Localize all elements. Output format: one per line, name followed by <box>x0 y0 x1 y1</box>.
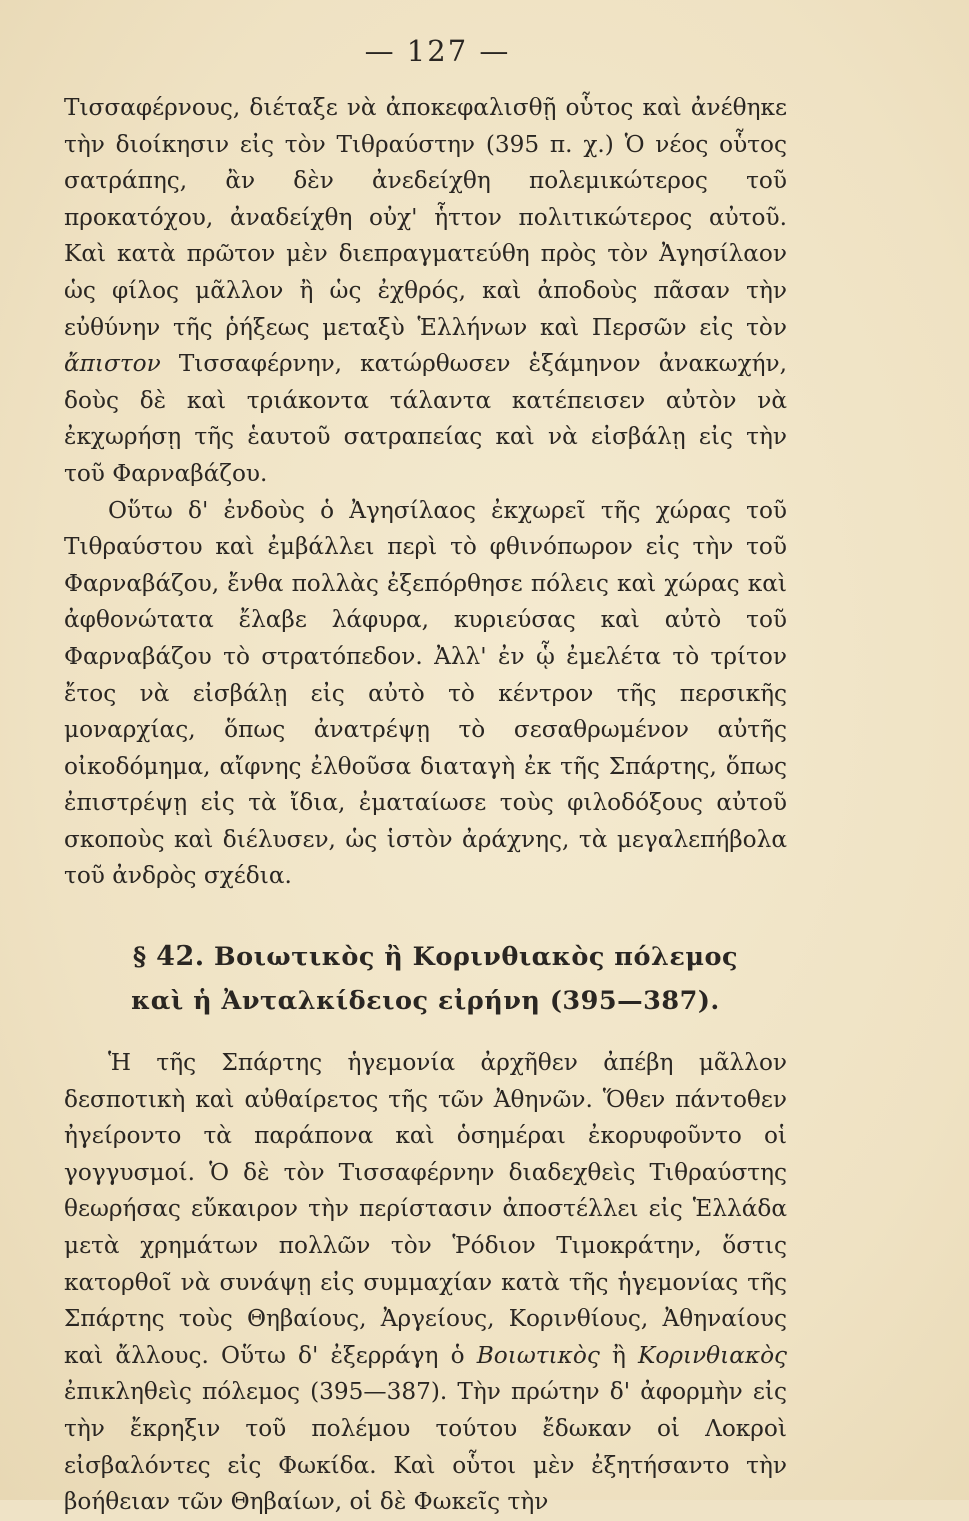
paragraph-3 <box>64 1045 787 1521</box>
paragraph-2-part-1: Οὕτω δ' ἐνδοὺς ὁ Ἀγησίλαος ἐκχωρεῖ τῆς χώρας τοῦ Τιθραύστου καὶ ἐμβάλλει περὶ τὸ φθινόπωρον εἰς τὴν τοῦ Φαρναβάζου, ἔνθα πολλὰς ἐξεπόρθησε πόλεις καὶ χώρας καὶ ἀφθονώτατα ἔλαβε λάφυρα, κυριεύσας καὶ αὐτὸ τοῦ Φαρναβάζου τὸ στρατόπεδον. Ἀλλ' ἐν ᾧ ἐμελέτα τὸ τρίτον ἔτος νὰ εἰσβάλῃ εἰς αὐτὸ τὸ κέντρον τῆς περσικῆς μοναρχίας, ὅπως ἀνατρέψῃ τὸ σεσαθρωμένον αὐτῆς οἰκοδόμημα, αἴφνης ἐλθοῦσα διαταγὴ ἐκ τῆς Σπάρτης, ὅπως ἐπιστρέψῃ εἰς τὰ ἴδια, ἐματαίωσε τοὺς φιλοδόξους αὐτοῦ σκοποὺς καὶ διέλυσεν, ὡς ἱστὸν ἀράχνης, τὰ μεγαλεπήβολα τοῦ ἀνδρὸς σχέδια. <box>64 496 787 890</box>
section-title-line-2: καὶ ἡ Ἀνταλκίδειος εἰρήνη (395—387). <box>131 986 720 1017</box>
top-text-block <box>64 90 787 895</box>
paragraph-1-part-1: Τισσαφέρνους, διέταξε νὰ ἀποκεφαλισθῇ οὗτος καὶ ἀνέθηκε τὴν διοίκησιν εἰς τὸν Τιθραύστην (395 π. χ.) Ὁ νέος οὗτος σατράπης, ἂν δὲν ἀνεδείχθη πολεμικώτερος τοῦ προκατόχου, ἀναδείχθη οὐχ' ἧττον πολιτικώτερος αὐτοῦ. Καὶ κατὰ πρῶτον μὲν διεπραγματεύθη πρὸς τὸν Ἀγησίλαον ὡς φίλος μᾶλλον ἢ ὡς ἐχθρός, καὶ ἀποδοὺς πᾶσαν τὴν εὐθύνην τῆς ῥήξεως μεταξὺ Ἑλλήνων καὶ Περσῶν εἰς τὸν <box>64 94 787 341</box>
paragraph-2 <box>64 493 787 896</box>
paragraph-3-part-1: Ἡ τῆς Σπάρτης ἡγεμονία ἀρχῆθεν ἀπέβη μᾶλλον δεσποτικὴ καὶ αὐθαίρετος τῆς τῶν Ἀθηνῶν. Ὅθεν πάντοθεν ἠγείροντο τὰ παράπονα καὶ ὁσημέραι ἐκορυφοῦντο οἱ γογγυσμοί. Ὁ δὲ τὸν Τισσαφέρνην διαδεχθεὶς Τιθραύστης θεωρήσας εὔκαιρον τὴν περίστασιν ἀποστέλλει εἰς Ἑλλάδα μετὰ χρημάτων πολλῶν τὸν Ῥόδιον Τιμοκράτην, ὅστις κατορθοῖ νὰ συνάψῃ εἰς συμμαχίαν κατὰ τῆς ἡγεμονίας τῆς Σπάρτης τοὺς Θηβαίους, Ἀργείους, Κορινθίους, Ἀθηναίους καὶ ἄλλους. Οὕτω δ' ἐξερράγη ὁ <box>64 1049 787 1369</box>
paragraph-3-italic-boiotikos: Βοιωτικὸς <box>476 1341 600 1369</box>
paragraph-1 <box>64 90 787 493</box>
paragraph-3-part-5: ἐπικληθεὶς πόλεμος (395—387). Τὴν πρώτην δ' ἀφορμὴν εἰς τὴν ἔκρηξιν τοῦ πολέμου τούτου ἔδωκαν οἱ Λοκροὶ εἰσβαλόντες εἰς Φωκίδα. Καὶ οὗτοι μὲν ἐξητήσαντο τὴν βοήθειαν τῶν Θηβαίων, οἱ δὲ Φωκεῖς τὴν <box>64 1378 787 1516</box>
paragraph-3-part-3: ἢ <box>599 1341 639 1369</box>
section-symbol: § <box>132 942 147 973</box>
page-number: — 127 — <box>364 34 511 68</box>
paragraph-3-italic-korinthiakos: Κορινθιακὸς <box>638 1341 788 1369</box>
paragraph-1-part-3: Τισσαφέρνην, κατώρθωσεν ἑξάμηνον ἀνακωχήν, δοὺς δὲ καὶ τριάκοντα τάλαντα κατέπεισεν αὐτὸν νὰ ἐκχωρήσῃ τῆς ἑαυτοῦ σατραπείας καὶ νὰ εἰσβάλῃ εἰς τὴν τοῦ Φαρναβάζου. <box>64 350 787 487</box>
section-heading <box>64 935 787 1023</box>
section-heading-line-1 <box>64 935 787 979</box>
bottom-text-block <box>64 1045 787 1521</box>
section-title-line-1: Βοιωτικὸς ἢ Κορινθιακὸς πόλεμος <box>214 942 739 973</box>
paragraph-1-italic-apiston: ἄπιστον <box>64 350 161 378</box>
section-number: 42. <box>156 941 205 973</box>
